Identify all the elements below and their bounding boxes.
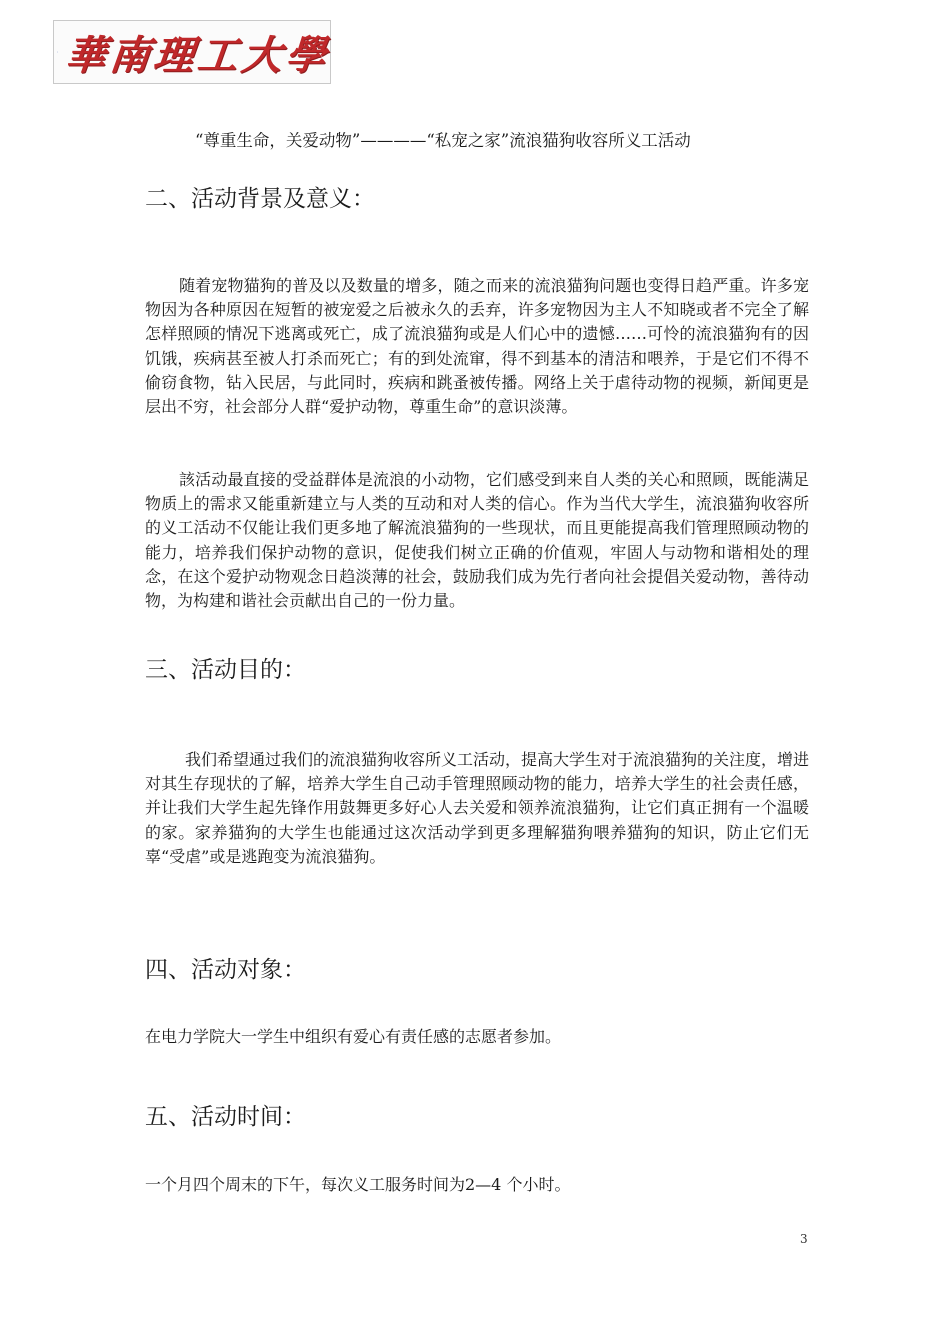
university-logo — [53, 20, 331, 84]
section-heading-purpose: 三、活动目的： — [145, 657, 306, 683]
document-title: “尊重生命，关爱动物”————“私宠之家”流浪猫狗收容所义工活动 — [195, 131, 691, 150]
page-number: 3 — [800, 1232, 808, 1246]
section-heading-background: 二、活动背景及意义： — [145, 186, 375, 212]
university-name-logotype: 華南理工大學 — [63, 31, 333, 79]
purpose-paragraph: 我们希望通过我们的流浪猫狗收容所义工活动，提高大学生对于流浪猫狗的关注度，增进对其生存现状的了解，培养大学生自己动手管理照顾动物的能力，培养大学生的社会责任感，并让我们大学生起先锋作用鼓舞更多好心人去关爱和领养流浪猫狗，让它们真正拥有一个温暖的家。家养猫狗的大学生也能通过这次活动学到更多理解猫狗喂养猫狗的知识，防止它们无辜“受虐”或是逃跑变为流浪猫狗。 — [145, 750, 810, 866]
section-heading-time: 五、活动时间： — [145, 1104, 306, 1130]
time-text: 一个月四个周末的下午，每次义工服务时间为2—4 个小时。 — [145, 1175, 571, 1194]
university-seal-icon — [57, 24, 58, 80]
section-heading-target: 四、活动对象： — [145, 957, 306, 983]
target-text: 在电力学院大一学生中组织有爱心有责任感的志愿者参加。 — [145, 1027, 562, 1046]
background-paragraph-1: 随着宠物猫狗的普及以及数量的增多，随之而来的流浪猫狗问题也变得日趋严重。许多宠物因为各种原因在短暂的被宠爱之后被永久的丢弃，许多宠物因为主人不知晓或者不完全了解怎样照顾的情况下逃离或死亡，成了流浪猫狗或是人们心中的遗憾……可怜的流浪猫狗有的因饥饿，疾病甚至被人打杀而死亡；有的到处流窜，得不到基本的清洁和喂养，于是它们不得不偷窃食物，钻入民居，与此同时，疾病和跳蚤被传播。网络上关于虐待动物的视频，新闻更是层出不穷，社会部分人群“爱护动物，尊重生命”的意识淡薄。 — [145, 276, 809, 417]
background-paragraph-2: 該活动最直接的受益群体是流浪的小动物，它们感受到来自人类的关心和照顾，既能满足物质上的需求又能重新建立与人类的互动和对人类的信心。作为当代大学生，流浪猫狗收容所的义工活动不仅能让我们更多地了解流浪猫狗的一些现状，而且更能提高我们管理照顾动物的能力，培养我们保护动物的意识，促使我们树立正确的价值观，牢固人与动物和谐相处的理念，在这个爱护动物观念日趋淡薄的社会，鼓励我们成为先行者向社会提倡关爱动物，善待动物，为构建和谐社会贡献出自己的一份力量。 — [145, 470, 809, 611]
